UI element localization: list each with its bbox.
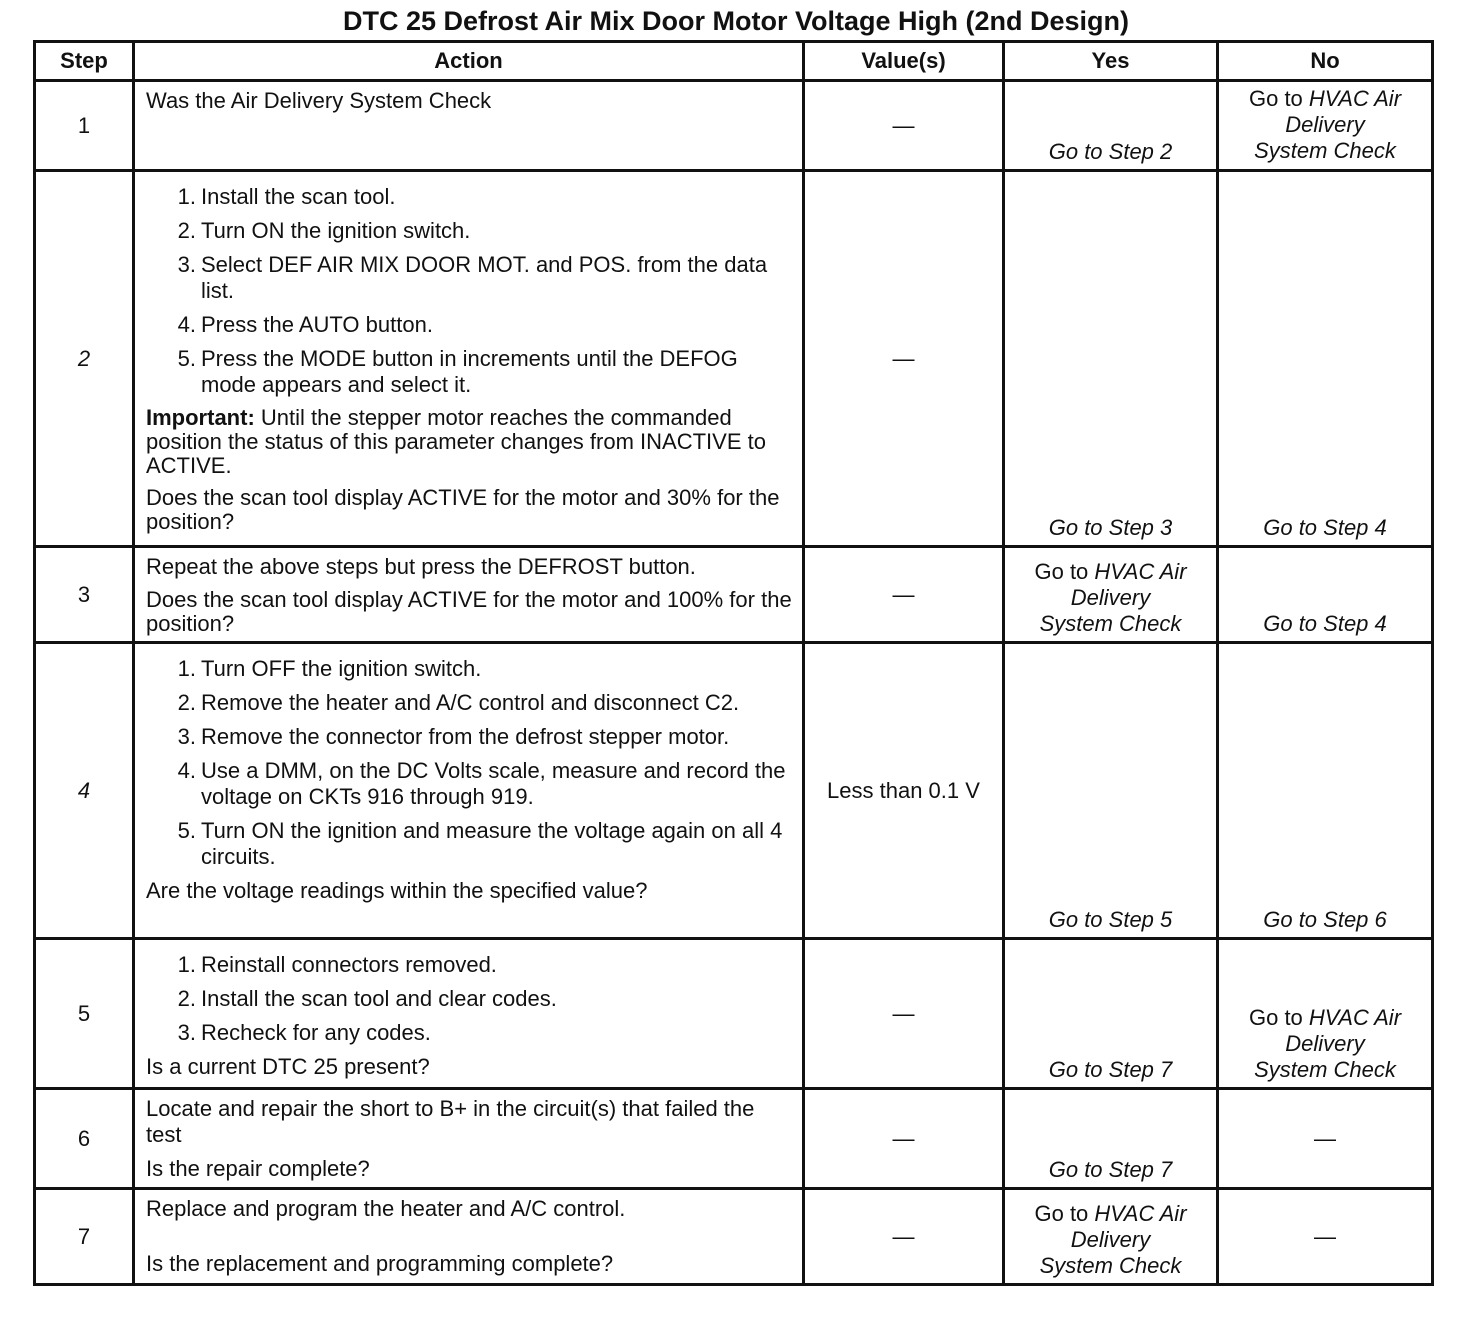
goto-link[interactable]: Go to Step 3 bbox=[1048, 515, 1173, 540]
list-item: 2. Install the scan tool and clear codes. bbox=[177, 986, 557, 1011]
table-row-step-6 bbox=[35, 1089, 1433, 1189]
action-question: Does the scan tool display ACTIVE for the motor and 30% for the position? bbox=[146, 485, 780, 534]
link-line-3: System Check bbox=[1254, 138, 1396, 163]
action-cell bbox=[134, 547, 804, 643]
table-row-step-1 bbox=[35, 81, 1433, 171]
step-number: 5 bbox=[35, 939, 134, 1089]
link-line-2: Delivery bbox=[1070, 1227, 1151, 1252]
action-list bbox=[146, 184, 792, 398]
step-number: 3 bbox=[35, 547, 134, 643]
table-row-step-2 bbox=[35, 171, 1433, 547]
no-cell bbox=[1218, 81, 1433, 171]
link-line-1: HVAC Air bbox=[1308, 1005, 1402, 1030]
goto-prefix: Go to bbox=[1248, 86, 1303, 111]
list-item: 4. Press the AUTO button. bbox=[177, 312, 433, 337]
header-action: Action bbox=[134, 42, 804, 81]
step-number: 7 bbox=[35, 1189, 134, 1285]
no-cell bbox=[1218, 171, 1433, 547]
goto-hvac-link[interactable] bbox=[1219, 86, 1431, 164]
link-line-3: System Check bbox=[1039, 1253, 1182, 1278]
action-cell bbox=[134, 939, 804, 1089]
header-no: No bbox=[1218, 42, 1433, 81]
link-line-2: Delivery bbox=[1285, 1031, 1365, 1056]
goto-hvac-link[interactable] bbox=[1219, 1005, 1431, 1083]
step-number: 6 bbox=[35, 1089, 134, 1189]
goto-link[interactable]: Go to Step 6 bbox=[1263, 907, 1387, 932]
link-line-1: HVAC Air bbox=[1094, 1201, 1187, 1226]
list-item: 3. Recheck for any codes. bbox=[177, 1020, 431, 1045]
yes-cell bbox=[1004, 1089, 1218, 1189]
list-item: 3. Select DEF AIR MIX DOOR MOT. and POS. from the data list. bbox=[177, 252, 768, 303]
step-number: 2 bbox=[35, 171, 134, 547]
yes-cell bbox=[1004, 1189, 1218, 1285]
page-title: DTC 25 Defrost Air Mix Door Motor Voltage High (2nd Design) bbox=[342, 6, 1130, 36]
value-cell: Less than 0.1 V bbox=[804, 643, 1004, 939]
action-cell bbox=[134, 1189, 804, 1285]
list-item: 2. Remove the heater and A/C control and disconnect C2. bbox=[177, 690, 740, 715]
value-cell: — bbox=[804, 547, 1004, 643]
action-question: Is the repair complete? bbox=[146, 1156, 370, 1181]
goto-link[interactable]: Go to Step 5 bbox=[1048, 907, 1173, 932]
no-cell bbox=[1218, 939, 1433, 1089]
table-row-step-7 bbox=[35, 1189, 1433, 1285]
list-item: 2. Turn ON the ignition switch. bbox=[177, 218, 471, 243]
goto-prefix: Go to bbox=[1034, 559, 1089, 584]
action-text: Replace and program the heater and A/C control. bbox=[146, 1196, 626, 1221]
action-text: Was the Air Delivery System Check bbox=[146, 88, 492, 113]
action-cell bbox=[134, 171, 804, 547]
action-question: Are the voltage readings within the specified value? bbox=[146, 878, 648, 903]
list-item: 3. Remove the connector from the defrost stepper motor. bbox=[177, 724, 730, 749]
table-row-step-4 bbox=[35, 643, 1433, 939]
important-note bbox=[146, 406, 792, 478]
action-question: Does the scan tool display ACTIVE for the motor and 100% for the position? bbox=[146, 587, 792, 636]
no-cell bbox=[1218, 547, 1433, 643]
step-number: 1 bbox=[35, 81, 134, 171]
header-values: Value(s) bbox=[804, 42, 1004, 81]
goto-link[interactable]: Go to Step 4 bbox=[1263, 515, 1387, 540]
goto-prefix: Go to bbox=[1248, 1005, 1303, 1030]
step-number: 4 bbox=[35, 643, 134, 939]
goto-link[interactable]: Go to Step 2 bbox=[1048, 139, 1173, 164]
no-cell bbox=[1218, 643, 1433, 939]
goto-link[interactable]: Go to Step 7 bbox=[1048, 1057, 1173, 1082]
goto-hvac-link[interactable] bbox=[1005, 1201, 1216, 1279]
link-line-1: HVAC Air bbox=[1308, 86, 1402, 111]
header-yes: Yes bbox=[1004, 42, 1218, 81]
table-row-step-3 bbox=[35, 547, 1433, 643]
header-step: Step bbox=[35, 42, 134, 81]
link-line-3: System Check bbox=[1254, 1057, 1396, 1082]
goto-prefix: Go to bbox=[1034, 1201, 1089, 1226]
yes-cell bbox=[1004, 81, 1218, 171]
link-line-2: Delivery bbox=[1070, 585, 1151, 610]
link-line-1: HVAC Air bbox=[1094, 559, 1187, 584]
value-cell: — bbox=[804, 939, 1004, 1089]
action-list bbox=[146, 952, 792, 1046]
yes-cell bbox=[1004, 939, 1218, 1089]
yes-cell bbox=[1004, 171, 1218, 547]
action-cell bbox=[134, 81, 804, 171]
no-cell: — bbox=[1218, 1089, 1433, 1189]
list-item: 4. Use a DMM, on the DC Volts scale, measure and record the voltage on CKTs 916 through 919. bbox=[177, 758, 786, 809]
action-cell bbox=[134, 1089, 804, 1189]
action-text: Repeat the above steps but press the DEFROST button. bbox=[146, 554, 696, 579]
list-item: 1. Turn OFF the ignition switch. bbox=[177, 656, 482, 681]
link-line-2: Delivery bbox=[1285, 112, 1365, 137]
goto-link[interactable]: Go to Step 4 bbox=[1263, 611, 1387, 636]
important-label: Important: bbox=[146, 405, 255, 430]
action-list bbox=[146, 656, 792, 870]
value-cell: — bbox=[804, 1189, 1004, 1285]
goto-hvac-link[interactable] bbox=[1005, 559, 1216, 637]
action-question: Is a current DTC 25 present? bbox=[146, 1054, 430, 1079]
no-cell: — bbox=[1218, 1189, 1433, 1285]
important-text: Until the stepper motor reaches the commanded position the status of this parameter changes from INACTIVE to ACTIVE. bbox=[146, 405, 766, 478]
table-row-step-5 bbox=[35, 939, 1433, 1089]
list-item: 5. Press the MODE button in increments until the DEFOG mode appears and select it. bbox=[177, 346, 738, 397]
link-line-3: System Check bbox=[1039, 611, 1182, 636]
yes-cell bbox=[1004, 547, 1218, 643]
action-text: Locate and repair the short to B+ in the circuit(s) that failed the test bbox=[146, 1096, 755, 1147]
list-item: 5. Turn ON the ignition and measure the voltage again on all 4 circuits. bbox=[177, 818, 783, 869]
action-cell bbox=[134, 643, 804, 939]
yes-cell bbox=[1004, 643, 1218, 939]
value-cell: — bbox=[804, 1089, 1004, 1189]
value-cell: — bbox=[804, 81, 1004, 171]
action-question: Is the replacement and programming complete? bbox=[146, 1251, 614, 1276]
list-item: 1. Reinstall connectors removed. bbox=[177, 952, 497, 977]
goto-link[interactable]: Go to Step 7 bbox=[1048, 1157, 1173, 1182]
header-row bbox=[35, 42, 1433, 81]
list-item: 1. Install the scan tool. bbox=[177, 184, 396, 209]
value-cell: — bbox=[804, 171, 1004, 547]
diagnostic-table bbox=[33, 40, 1434, 1286]
